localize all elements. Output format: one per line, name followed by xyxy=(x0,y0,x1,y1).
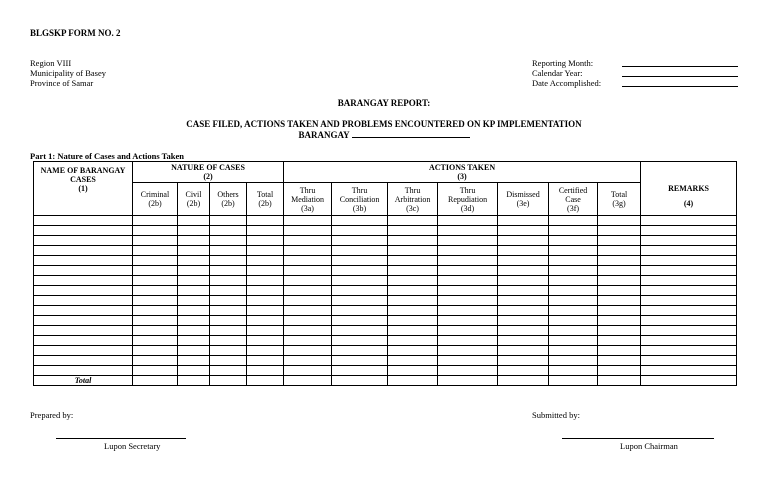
table-cell[interactable] xyxy=(34,336,133,346)
table-cell[interactable] xyxy=(210,316,247,326)
table-cell[interactable] xyxy=(549,326,598,336)
total-cell[interactable] xyxy=(641,376,737,386)
total-cell[interactable] xyxy=(549,376,598,386)
table-cell[interactable] xyxy=(549,286,598,296)
table-cell[interactable] xyxy=(332,356,388,366)
table-cell[interactable] xyxy=(178,336,210,346)
table-cell[interactable] xyxy=(332,226,388,236)
report-subtitle-line2 xyxy=(0,129,768,140)
table-cell[interactable] xyxy=(247,356,284,366)
table-cell[interactable] xyxy=(133,256,178,266)
table-cell[interactable] xyxy=(332,236,388,246)
table-cell[interactable] xyxy=(388,336,438,346)
table-row xyxy=(34,326,737,336)
table-cell[interactable] xyxy=(284,336,332,346)
table-cell[interactable] xyxy=(178,256,210,266)
col-header-repudiation: Thru Repudiation (3d) xyxy=(438,183,498,216)
table-cell[interactable] xyxy=(438,246,498,256)
table-cell[interactable] xyxy=(498,356,549,366)
table-cell[interactable] xyxy=(549,266,598,276)
table-row xyxy=(34,316,737,326)
table-row xyxy=(34,256,737,266)
table-cell[interactable] xyxy=(438,266,498,276)
barangay-name-field[interactable] xyxy=(352,129,470,138)
table-cell[interactable] xyxy=(133,326,178,336)
table-cell[interactable] xyxy=(210,266,247,276)
total-cell[interactable] xyxy=(388,376,438,386)
table-cell[interactable] xyxy=(598,306,641,316)
table-cell[interactable] xyxy=(210,236,247,246)
table-cell[interactable] xyxy=(498,216,549,226)
table-row xyxy=(34,356,737,366)
table-cell[interactable] xyxy=(178,226,210,236)
table-cell[interactable] xyxy=(598,296,641,306)
table-cell[interactable] xyxy=(388,236,438,246)
table-cell[interactable] xyxy=(284,226,332,236)
table-cell[interactable] xyxy=(284,256,332,266)
table-cell[interactable] xyxy=(34,266,133,276)
table-cell[interactable] xyxy=(133,346,178,356)
table-cell[interactable] xyxy=(284,306,332,316)
table-cell[interactable] xyxy=(247,336,284,346)
table-cell[interactable] xyxy=(284,276,332,286)
table-cell[interactable] xyxy=(284,366,332,376)
table-cell[interactable] xyxy=(178,296,210,306)
table-row xyxy=(34,236,737,246)
group-header-nature: NATURE OF CASES (2) xyxy=(133,162,284,183)
table-cell[interactable] xyxy=(498,316,549,326)
table-cell[interactable] xyxy=(388,266,438,276)
table-cell[interactable] xyxy=(332,306,388,316)
table-cell[interactable] xyxy=(498,266,549,276)
date-accomplished-row xyxy=(532,78,601,88)
table-cell[interactable] xyxy=(549,226,598,236)
table-cell[interactable] xyxy=(133,236,178,246)
calendar-year-label: Calendar Year: xyxy=(532,68,583,78)
table-cell[interactable] xyxy=(178,346,210,356)
table-cell[interactable] xyxy=(549,366,598,376)
table-cell[interactable] xyxy=(598,286,641,296)
table-cell[interactable] xyxy=(332,296,388,306)
table-row xyxy=(34,216,737,226)
table-cell[interactable] xyxy=(388,246,438,256)
table-cell[interactable] xyxy=(133,356,178,366)
table-row xyxy=(34,366,737,376)
table-cell[interactable] xyxy=(178,356,210,366)
table-cell[interactable] xyxy=(549,246,598,256)
table-cell[interactable] xyxy=(178,286,210,296)
table-cell[interactable] xyxy=(549,316,598,326)
col-header-nature-total: Total (2b) xyxy=(247,183,284,216)
total-cell[interactable] xyxy=(332,376,388,386)
table-cell[interactable] xyxy=(598,346,641,356)
table-cell[interactable] xyxy=(388,356,438,366)
table-cell[interactable] xyxy=(34,296,133,306)
table-cell[interactable] xyxy=(641,216,737,226)
table-cell[interactable] xyxy=(498,226,549,236)
province-label: Province of Samar xyxy=(30,78,94,88)
table-cell[interactable] xyxy=(34,236,133,246)
total-cell[interactable] xyxy=(247,376,284,386)
table-cell[interactable] xyxy=(549,336,598,346)
table-cell[interactable] xyxy=(549,356,598,366)
table-cell[interactable] xyxy=(284,266,332,276)
total-cell[interactable] xyxy=(133,376,178,386)
table-cell[interactable] xyxy=(178,216,210,226)
table-cell[interactable] xyxy=(549,216,598,226)
table-cell[interactable] xyxy=(133,286,178,296)
table-cell[interactable] xyxy=(388,256,438,266)
table-cell[interactable] xyxy=(210,216,247,226)
report-title: BARANGAY REPORT: xyxy=(337,98,431,108)
table-cell[interactable] xyxy=(210,286,247,296)
table-cell[interactable] xyxy=(438,296,498,306)
table-cell[interactable] xyxy=(247,236,284,246)
total-cell[interactable] xyxy=(178,376,210,386)
location-block xyxy=(30,58,106,88)
table-cell[interactable] xyxy=(247,216,284,226)
table-cell[interactable] xyxy=(133,246,178,256)
table-cell[interactable] xyxy=(284,286,332,296)
barangay-label: BARANGAY xyxy=(298,130,350,140)
cases-table xyxy=(33,161,737,386)
table-cell[interactable] xyxy=(178,316,210,326)
table-cell[interactable] xyxy=(498,346,549,356)
table-cell[interactable] xyxy=(34,286,133,296)
table-cell[interactable] xyxy=(332,336,388,346)
col-header-others: Others (2b) xyxy=(210,183,247,216)
table-cell[interactable] xyxy=(332,256,388,266)
table-cell[interactable] xyxy=(641,326,737,336)
table-cell[interactable] xyxy=(388,286,438,296)
table-cell[interactable] xyxy=(284,216,332,226)
table-cell[interactable] xyxy=(438,306,498,316)
table-cell[interactable] xyxy=(388,296,438,306)
reporting-month-label: Reporting Month: xyxy=(532,58,594,68)
report-meta-block xyxy=(532,58,601,88)
table-cell[interactable] xyxy=(438,346,498,356)
table-cell[interactable] xyxy=(247,256,284,266)
table-cell[interactable] xyxy=(438,356,498,366)
table-cell[interactable] xyxy=(598,336,641,346)
table-cell[interactable] xyxy=(388,226,438,236)
table-cell[interactable] xyxy=(498,296,549,306)
table-cell[interactable] xyxy=(34,256,133,266)
prepared-by-label: Prepared by: xyxy=(30,410,74,420)
report-subtitle-line1: CASE FILED, ACTIONS TAKEN AND PROBLEMS ENCOUNTERED ON KP IMPLEMENTATION xyxy=(186,119,582,129)
col-header-criminal: Criminal (2b) xyxy=(133,183,178,216)
col-header-actions-total: Total (3g) xyxy=(598,183,641,216)
table-cell[interactable] xyxy=(34,216,133,226)
table-cell[interactable] xyxy=(210,356,247,366)
table-cell[interactable] xyxy=(438,326,498,336)
table-body xyxy=(34,216,737,386)
col-header-mediation: Thru Mediation (3a) xyxy=(284,183,332,216)
table-cell[interactable] xyxy=(332,216,388,226)
table-cell[interactable] xyxy=(438,336,498,346)
total-row xyxy=(34,376,737,386)
table-cell[interactable] xyxy=(438,226,498,236)
table-cell[interactable] xyxy=(332,266,388,276)
table-cell[interactable] xyxy=(598,316,641,326)
table-row xyxy=(34,226,737,236)
table-cell[interactable] xyxy=(284,326,332,336)
table-cell[interactable] xyxy=(210,366,247,376)
table-cell[interactable] xyxy=(388,316,438,326)
table-cell[interactable] xyxy=(133,216,178,226)
group-header-actions: ACTIONS TAKEN (3) xyxy=(284,162,641,183)
table-cell[interactable] xyxy=(133,336,178,346)
table-cell[interactable] xyxy=(549,296,598,306)
region-label: Region VIII xyxy=(30,58,72,68)
table-cell[interactable] xyxy=(178,366,210,376)
table-cell[interactable] xyxy=(641,356,737,366)
reporting-month-row xyxy=(532,58,601,68)
calendar-year-field[interactable] xyxy=(622,76,738,77)
table-cell[interactable] xyxy=(210,346,247,356)
table-cell[interactable] xyxy=(438,216,498,226)
table-cell[interactable] xyxy=(438,286,498,296)
table-cell[interactable] xyxy=(641,286,737,296)
date-accomplished-field[interactable] xyxy=(622,86,738,87)
header-row-groups xyxy=(34,162,737,183)
report-subtitle xyxy=(0,119,768,140)
table-cell[interactable] xyxy=(210,276,247,286)
table-cell[interactable] xyxy=(598,236,641,246)
table-cell[interactable] xyxy=(247,366,284,376)
table-cell[interactable] xyxy=(438,366,498,376)
submitted-signature-line[interactable] xyxy=(562,438,714,439)
table-cell[interactable] xyxy=(133,306,178,316)
table-cell[interactable] xyxy=(247,276,284,286)
total-label: Total xyxy=(34,376,133,386)
part-label: Part 1: Nature of Cases and Actions Taken xyxy=(30,151,185,161)
table-cell[interactable] xyxy=(284,246,332,256)
calendar-year-row xyxy=(532,68,601,78)
table-cell[interactable] xyxy=(549,346,598,356)
table-row xyxy=(34,346,737,356)
table-cell[interactable] xyxy=(247,326,284,336)
table-cell[interactable] xyxy=(34,346,133,356)
col-header-certified: Certified Case (3f) xyxy=(549,183,598,216)
table-cell[interactable] xyxy=(34,366,133,376)
table-cell[interactable] xyxy=(598,256,641,266)
table-cell[interactable] xyxy=(210,306,247,316)
table-cell[interactable] xyxy=(388,366,438,376)
table-cell[interactable] xyxy=(210,226,247,236)
table-row xyxy=(34,336,737,346)
table-cell[interactable] xyxy=(498,246,549,256)
total-cell[interactable] xyxy=(210,376,247,386)
table-cell[interactable] xyxy=(247,296,284,306)
table-cell[interactable] xyxy=(641,336,737,346)
table-cell[interactable] xyxy=(438,316,498,326)
table-cell[interactable] xyxy=(498,306,549,316)
table-cell[interactable] xyxy=(641,276,737,286)
prepared-signature-line[interactable] xyxy=(56,438,186,439)
total-cell[interactable] xyxy=(498,376,549,386)
table-cell[interactable] xyxy=(133,266,178,276)
table-cell[interactable] xyxy=(332,276,388,286)
table-cell[interactable] xyxy=(549,276,598,286)
table-row xyxy=(34,296,737,306)
table-cell[interactable] xyxy=(178,306,210,316)
table-cell[interactable] xyxy=(388,276,438,286)
table-cell[interactable] xyxy=(332,286,388,296)
table-cell[interactable] xyxy=(549,256,598,266)
table-cell[interactable] xyxy=(388,216,438,226)
submitted-by-label: Submitted by: xyxy=(532,410,580,420)
table-cell[interactable] xyxy=(284,236,332,246)
table-cell[interactable] xyxy=(178,236,210,246)
table-cell[interactable] xyxy=(210,296,247,306)
table-cell[interactable] xyxy=(598,276,641,286)
table-cell[interactable] xyxy=(641,266,737,276)
table-cell[interactable] xyxy=(549,236,598,246)
table-cell[interactable] xyxy=(34,356,133,366)
table-cell[interactable] xyxy=(34,226,133,236)
table-cell[interactable] xyxy=(284,346,332,356)
total-cell[interactable] xyxy=(598,376,641,386)
table-cell[interactable] xyxy=(332,346,388,356)
table-cell[interactable] xyxy=(284,316,332,326)
col-header-civil: Civil (2b) xyxy=(178,183,210,216)
table-cell[interactable] xyxy=(284,356,332,366)
table-cell[interactable] xyxy=(598,266,641,276)
table-cell[interactable] xyxy=(210,256,247,266)
table-cell[interactable] xyxy=(34,276,133,286)
table-cell[interactable] xyxy=(332,326,388,336)
col-header-conciliation: Thru Conciliation (3b) xyxy=(332,183,388,216)
table-cell[interactable] xyxy=(388,306,438,316)
table-cell[interactable] xyxy=(641,296,737,306)
table-cell[interactable] xyxy=(438,236,498,246)
date-accomplished-label: Date Accomplished: xyxy=(532,78,602,88)
header-row-columns xyxy=(34,183,737,216)
table-cell[interactable] xyxy=(641,236,737,246)
col-header-dismissed: Dismissed (3e) xyxy=(498,183,549,216)
table-cell[interactable] xyxy=(178,326,210,336)
table-cell[interactable] xyxy=(498,366,549,376)
table-cell[interactable] xyxy=(598,246,641,256)
table-row xyxy=(34,276,737,286)
table-cell[interactable] xyxy=(549,306,598,316)
table-cell[interactable] xyxy=(133,226,178,236)
table-cell[interactable] xyxy=(498,286,549,296)
table-cell[interactable] xyxy=(210,326,247,336)
table-cell[interactable] xyxy=(247,316,284,326)
table-cell[interactable] xyxy=(641,256,737,266)
table-cell[interactable] xyxy=(133,316,178,326)
total-cell[interactable] xyxy=(438,376,498,386)
total-cell[interactable] xyxy=(284,376,332,386)
table-cell[interactable] xyxy=(498,276,549,286)
table-cell[interactable] xyxy=(34,326,133,336)
table-row xyxy=(34,306,737,316)
municipality-label: Municipality of Basey xyxy=(30,68,107,78)
table-cell[interactable] xyxy=(498,336,549,346)
table-cell[interactable] xyxy=(210,336,247,346)
table-row xyxy=(34,266,737,276)
table-cell[interactable] xyxy=(247,226,284,236)
table-cell[interactable] xyxy=(498,256,549,266)
col-header-remarks: REMARKS (4) xyxy=(641,162,737,216)
table-cell[interactable] xyxy=(641,306,737,316)
table-cell[interactable] xyxy=(598,356,641,366)
table-cell[interactable] xyxy=(598,216,641,226)
table-cell[interactable] xyxy=(133,296,178,306)
submitted-title: Lupon Chairman xyxy=(620,441,678,451)
table-cell[interactable] xyxy=(34,316,133,326)
table-cell[interactable] xyxy=(332,366,388,376)
table-cell[interactable] xyxy=(641,246,737,256)
table-cell[interactable] xyxy=(247,306,284,316)
table-row xyxy=(34,286,737,296)
table-cell[interactable] xyxy=(598,366,641,376)
table-cell[interactable] xyxy=(598,326,641,336)
table-cell[interactable] xyxy=(438,256,498,266)
table-cell[interactable] xyxy=(388,326,438,336)
table-cell[interactable] xyxy=(498,326,549,336)
prepared-title: Lupon Secretary xyxy=(104,441,161,451)
col-header-arbitration: Thru Arbitration (3c) xyxy=(388,183,438,216)
table-cell[interactable] xyxy=(178,246,210,256)
table-cell[interactable] xyxy=(641,346,737,356)
table-cell[interactable] xyxy=(247,246,284,256)
table-cell[interactable] xyxy=(641,226,737,236)
table-cell[interactable] xyxy=(641,366,737,376)
reporting-month-field[interactable] xyxy=(622,66,738,67)
table-cell[interactable] xyxy=(388,346,438,356)
table-cell[interactable] xyxy=(498,236,549,246)
table-cell[interactable] xyxy=(598,226,641,236)
table-cell[interactable] xyxy=(332,246,388,256)
table-cell[interactable] xyxy=(133,276,178,286)
table-cell[interactable] xyxy=(641,316,737,326)
table-cell[interactable] xyxy=(438,276,498,286)
table-cell[interactable] xyxy=(247,346,284,356)
table-cell[interactable] xyxy=(210,246,247,256)
table-cell[interactable] xyxy=(247,266,284,276)
table-cell[interactable] xyxy=(247,286,284,296)
table-cell[interactable] xyxy=(133,366,178,376)
table-cell[interactable] xyxy=(284,296,332,306)
col-header-name: NAME OF BARANGAY CASES (1) xyxy=(34,162,133,216)
table-cell[interactable] xyxy=(178,276,210,286)
form-number: BLGSKP FORM NO. 2 xyxy=(30,28,121,38)
table-cell[interactable] xyxy=(178,266,210,276)
table-cell[interactable] xyxy=(34,246,133,256)
table-cell[interactable] xyxy=(34,306,133,316)
table-cell[interactable] xyxy=(332,316,388,326)
table-row xyxy=(34,246,737,256)
